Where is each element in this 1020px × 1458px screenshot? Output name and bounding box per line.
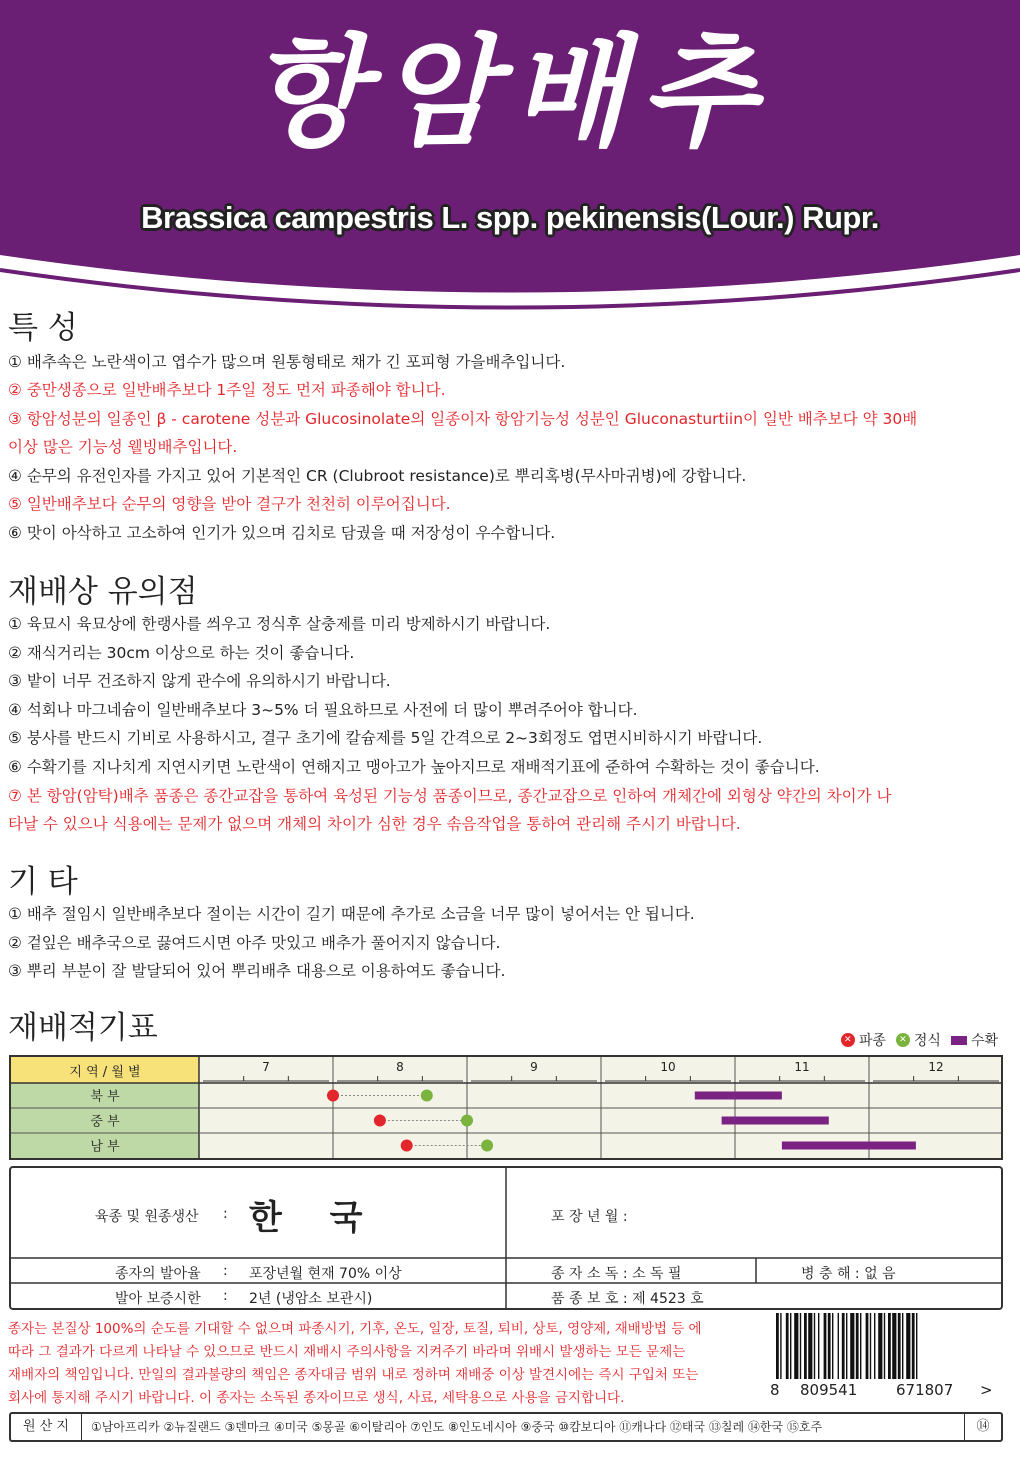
header-label: 지 역 / 월 별 (69, 1065, 141, 1080)
list-item: 이상 많은 기능성 웰빙배추입니다. (8, 438, 238, 456)
sow-marker (327, 1090, 339, 1102)
list-item: ① 배추 절임시 일반배추보다 절이는 시간이 길기 때문에 추가로 소금을 너무 많이 넣어서는 안 됩니다. (8, 905, 695, 923)
schedule-legend (841, 1030, 998, 1050)
barcode-bar (824, 1313, 827, 1379)
month-label: 10 (660, 1060, 676, 1074)
product-title: 항암배추 (250, 22, 770, 163)
barcode-bar (846, 1313, 847, 1379)
barcode-bar (804, 1313, 807, 1379)
legal-notice (8, 1318, 768, 1410)
barcode-bar (884, 1313, 885, 1379)
barcode-bar (892, 1313, 896, 1379)
barcode-bar (898, 1313, 901, 1379)
plant-marker (481, 1140, 493, 1152)
barcode-bar (780, 1313, 781, 1379)
barcode-digits-left: 809541 (800, 1381, 858, 1399)
month-label: 12 (928, 1060, 944, 1074)
barcode-digits-right: 671807 (896, 1381, 954, 1399)
notice-line: 재배자의 책임입니다. 만일의 결과불량의 책임은 종자대금 범위 내로 정하며 재배중 이상 발견시에는 즉시 구입처 또는 (8, 1367, 699, 1383)
month-label: 9 (530, 1060, 538, 1074)
barcode-bar (794, 1313, 798, 1379)
barcode-bar (878, 1313, 882, 1379)
notice-line: 종자는 본질상 100%의 순도를 기대할 수 없으며 파종시기, 기후, 온도, 일장, 토질, 퇴비, 상토, 영양제, 재배방법 등 에 (8, 1321, 702, 1337)
barcode-bar (842, 1313, 845, 1379)
barcode-bar (856, 1313, 859, 1379)
list-item: ② 겉잎은 배추국으로 끓여드시면 아주 맛있고 배추가 풀어지지 않습니다. (8, 934, 501, 952)
sow-icon: ✕ (841, 1033, 855, 1047)
barcode-bar (906, 1313, 910, 1379)
barcode-bar (874, 1313, 875, 1379)
barcode-bar (838, 1313, 839, 1379)
month-label: 7 (262, 1060, 270, 1074)
barcode-bar (912, 1313, 915, 1379)
disinfect-label: 종 자 소 독 : 소 독 필 (551, 1266, 682, 1282)
list-item: ⑥ 맛이 아삭하고 고소하여 인기가 있으며 김치로 담궜을 때 저장성이 우수합니다. (8, 524, 556, 542)
notice-line: 따라 그 결과가 다르게 나타날 수 있으므로 반드시 재배시 주의사항을 지켜주기 바라며 위배시 발생하는 모든 문제는 (8, 1344, 686, 1360)
legend-sow-label: 파종 (858, 1033, 886, 1049)
scientific-name: Brassica campestris L. spp. pekinensis(Lour.) Rupr. (141, 200, 879, 235)
origin-country-label: 원 산 지 (11, 1414, 82, 1440)
barcode-bar (818, 1313, 819, 1379)
guarantee-separator: : (223, 1288, 228, 1304)
list-item: ③ 항암성분의 일종인 β - carotene 성분과 Glucosinolate의 일종이자 항암기능성 성분인 Gluconasturtiin이 일반 배추보다 약 30배 (8, 410, 918, 428)
list-item: ④ 순무의 유전인자를 가지고 있어 기본적인 CR (Clubroot resistance)로 뿌리혹병(무사마귀병)에 강합니다. (8, 467, 747, 485)
list-item: ③ 뿌리 부분이 잘 발달되어 있어 뿌리배추 대용으로 이용하여도 좋습니다. (8, 962, 506, 980)
barcode-bar (800, 1313, 801, 1379)
list-item: ② 중만생종으로 일반배추보다 1주일 정도 먼저 파종해야 합니다. (8, 381, 446, 399)
barcode-bar (870, 1313, 871, 1379)
barcode-bar (790, 1313, 791, 1379)
barcode-bar (916, 1313, 917, 1379)
plant-marker (421, 1090, 433, 1102)
plant-icon: ✕ (896, 1033, 910, 1047)
product-info-box (9, 1166, 1003, 1310)
germination-label: 종자의 발아율 (115, 1266, 201, 1282)
list-item: ⑤ 붕사를 반드시 기비로 사용하시고, 결구 초기에 칼슘제를 5일 간격으로 2~3회정도 엽면시비하시기 바랍니다. (8, 729, 763, 747)
harvest-icon (951, 1036, 967, 1045)
info-grid-lines (11, 1168, 1001, 1308)
harvest-bar (782, 1142, 916, 1150)
notice-line: 회사에 통지해 주시기 바랍니다. 이 종자는 소독된 종자이므로 생식, 사료, 세탁용으로 사용을 금지합니다. (8, 1390, 625, 1406)
origin-value: 한 국 (249, 1198, 381, 1238)
sow-marker (401, 1140, 413, 1152)
pest-label: 병 충 해 : 없 음 (801, 1266, 896, 1282)
barcode-bar (814, 1313, 815, 1379)
plant-marker (461, 1115, 473, 1127)
legend-plant-label: 정식 (913, 1033, 941, 1049)
schedule-title: 재배적기표 (8, 1010, 158, 1046)
barcode-bar (776, 1313, 779, 1379)
list-item: ⑥ 수확기를 지나치게 지연시키면 노란색이 연해지고 맹아고가 높아지므로 재배적기표에 준하여 수확하는 것이 좋습니다. (8, 758, 820, 776)
barcode-bar (866, 1313, 869, 1379)
barcode-bar (902, 1313, 903, 1379)
list-item: ⑤ 일반배추보다 순무의 영향을 받아 결구가 천천히 이루어집니다. (8, 495, 451, 513)
list-item: 타날 수 있으나 식용에는 문제가 없으며 개체의 차이가 심한 경우 솎음작업을 통하여 관리해 주시기 바랍니다. (8, 815, 741, 833)
origin-country-row (9, 1412, 1003, 1442)
region-label: 남 부 (90, 1139, 120, 1155)
legend-harvest-label: 수확 (970, 1033, 998, 1049)
barcode-digit-tail: > (980, 1381, 993, 1399)
region-label: 북 부 (90, 1089, 120, 1105)
sow-marker (374, 1115, 386, 1127)
header-banner (0, 0, 1020, 310)
barcode-digit-lead: 8 (770, 1381, 780, 1399)
list-item: ④ 석회나 마그네슘이 일반배추보다 3~5% 더 필요하므로 사전에 더 많이 뿌려주어야 합니다. (8, 701, 638, 719)
list-item: ③ 밭이 너무 건조하지 않게 관수에 유의하시기 바랍니다. (8, 672, 391, 690)
barcode-bar (832, 1313, 833, 1379)
month-label: 11 (794, 1060, 810, 1074)
barcode-bar (888, 1313, 891, 1379)
schedule-chart (9, 1055, 1003, 1160)
list-item: ② 재식거리는 30cm 이상으로 하는 것이 좋습니다. (8, 644, 355, 662)
origin-separator: : (223, 1206, 228, 1222)
barcode (770, 1313, 1000, 1403)
origin-country-list: ①남아프리카 ②뉴질랜드 ③덴마크 ④미국 ⑤몽골 ⑥이탈리아 ⑦인도 ⑧인도네시아 ⑨중국 ⑩캄보디아 ⑪캐나다 ⑫태국 ⑬칠레 ⑭한국 ⑮호주 (91, 1420, 823, 1434)
section-title: 기 타 (8, 864, 78, 900)
month-label: 8 (396, 1060, 404, 1074)
barcode-bar (786, 1313, 789, 1379)
germination-separator: : (223, 1263, 228, 1279)
list-item: ① 육묘시 육묘상에 한랭사를 씌우고 정식후 살충제를 미리 방제하시기 바랍니다. (8, 615, 551, 633)
list-item: ① 배추속은 노란색이고 엽수가 많으며 원통형태로 채가 긴 포피형 가을배추입니다. (8, 353, 566, 371)
harvest-bar (722, 1117, 829, 1125)
guarantee-label: 발아 보증시한 (115, 1291, 201, 1307)
list-item: ⑦ 본 항암(암탁)배추 품종은 종간교잡을 통하여 육성된 기능성 품종이므로, 종간교잡으로 인하여 개체간에 외형상 약간의 차이가 나 (8, 787, 892, 805)
section-title: 특 성 (8, 310, 78, 346)
section-title: 재배상 유의점 (8, 574, 198, 610)
origin-country-mark: ⑭ (964, 1414, 1001, 1440)
barcode-bar (828, 1313, 831, 1379)
barcode-bar (808, 1313, 812, 1379)
schedule-svg (11, 1057, 1001, 1158)
barcode-bars (770, 1313, 1000, 1385)
guarantee-value: 2년 (냉암소 보관시) (249, 1291, 373, 1307)
region-label: 중 부 (90, 1114, 120, 1130)
pack-date-label: 포 장 년 월 : (551, 1209, 628, 1225)
variety-protection-label: 품 종 보 호 : 제 4523 호 (551, 1291, 704, 1307)
origin-label: 육종 및 원종생산 (95, 1209, 199, 1225)
harvest-bar (695, 1092, 782, 1100)
barcode-bar (850, 1313, 854, 1379)
barcode-bar (860, 1313, 861, 1379)
germination-value: 포장년월 현재 70% 이상 (249, 1266, 402, 1282)
